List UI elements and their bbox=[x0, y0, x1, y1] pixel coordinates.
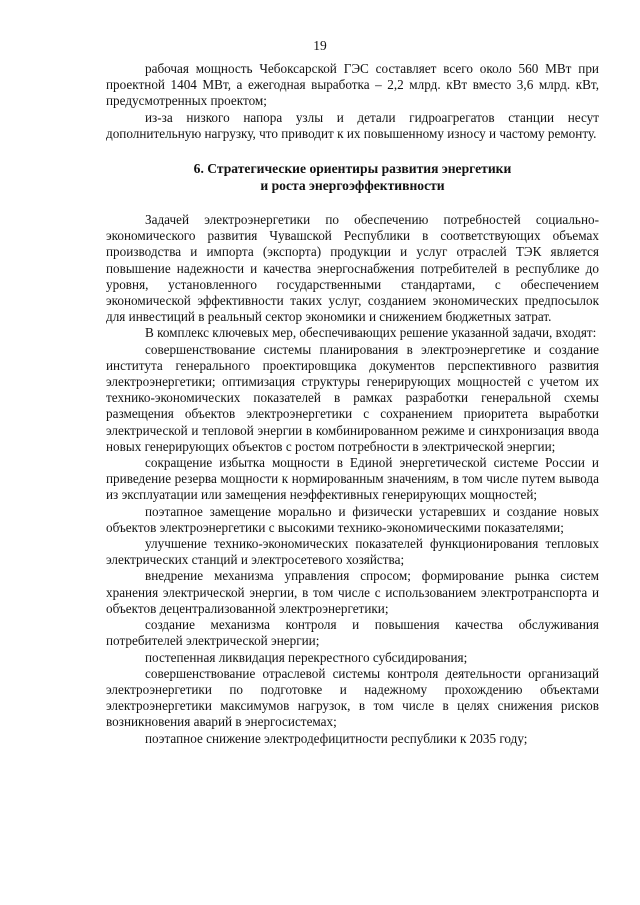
page-number: 19 bbox=[313, 38, 327, 53]
paragraph: В комплекс ключевых мер, обеспечивающих решение указанной задачи, входят: bbox=[145, 325, 597, 341]
paragraph: Задачей электроэнергетики по обеспечению потребностей социально-экономического развития Чувашской Республики в соответствующих объемах производства и импорта (экспорта) продукции и услуг отраслей ТЭК является повышение надежности и качества энергоснабжения потребителей в республике до уровня, установленного государственными стандартами, с обеспечением экономической эффективности таких услуг, созданием экономических предпосылок для инвестиций в реальный сектор экономики и снижением бюджетных затрат. bbox=[106, 212, 599, 325]
section-heading bbox=[106, 161, 599, 194]
section-heading-line: и роста энергоэффективности bbox=[260, 177, 445, 193]
list-item: совершенствование отраслевой системы контроля деятельности организаций электроэнергетики по подготовке и надежному прохождению объектами электроэнергетики максимумов нагрузок, в том числе в целях снижения рисков возникновения аварий в энергосистемах; bbox=[106, 665, 599, 730]
list-item: постепенная ликвидация перекрестного субсидирования; bbox=[145, 649, 468, 665]
list-item: совершенствование системы планирования в электроэнергетике и создание института генерального проектировщика документов перспективного развития электроэнергетики; оптимизация структуры генерирующих мощностей с учетом их технико-экономических показателей в рамках разработки генеральной схемы размещения объектов электроэнергетики с сохранением приоритета выработки электрической и тепловой энергии в комбинированном режиме и синхронизация ввода новых генерирующих объектов с ростом потребности в электрической энергии; bbox=[106, 341, 599, 454]
page-content bbox=[106, 61, 599, 747]
list-item: поэтапное снижение электродефицитности республики к 2035 году; bbox=[145, 730, 528, 746]
list-item: поэтапное замещение морально и физически устаревших и создание новых объектов электроэнергетики с высокими технико-экономическими показателями; bbox=[106, 503, 599, 535]
list-item: сокращение избытка мощности в Единой энергетической системе России и приведение резерва мощности к нормированным значениям, в том числе путем вывода из эксплуатации или замещения неэффективных генерирующих мощностей; bbox=[106, 455, 599, 503]
paragraph: из-за низкого напора узлы и детали гидроагрегатов станции несут дополнительную нагрузку, что приводит к их повышенному износу и частому ремонту. bbox=[106, 109, 599, 141]
list-item: улучшение технико-экономических показателей функционирования тепловых электрических станций и электросетевого хозяйства; bbox=[106, 536, 599, 568]
list-item: внедрение механизма управления спросом; формирование рынка систем хранения электрической энергии, в том числе с использованием электротранспорта и объектов децентрализованной электроэнергетики; bbox=[106, 568, 599, 616]
paragraph: рабочая мощность Чебоксарской ГЭС составляет всего около 560 МВт при проектной 1404 МВт, а ежегодная выработка – 2,2 млрд. кВт вместо 3,6 млрд. кВт, предусмотренных проектом; bbox=[106, 61, 599, 109]
section-heading-line: 6. Стратегические ориентиры развития энергетики bbox=[193, 161, 512, 177]
list-item: создание механизма контроля и повышения качества обслуживания потребителей электрической энергии; bbox=[106, 617, 599, 649]
